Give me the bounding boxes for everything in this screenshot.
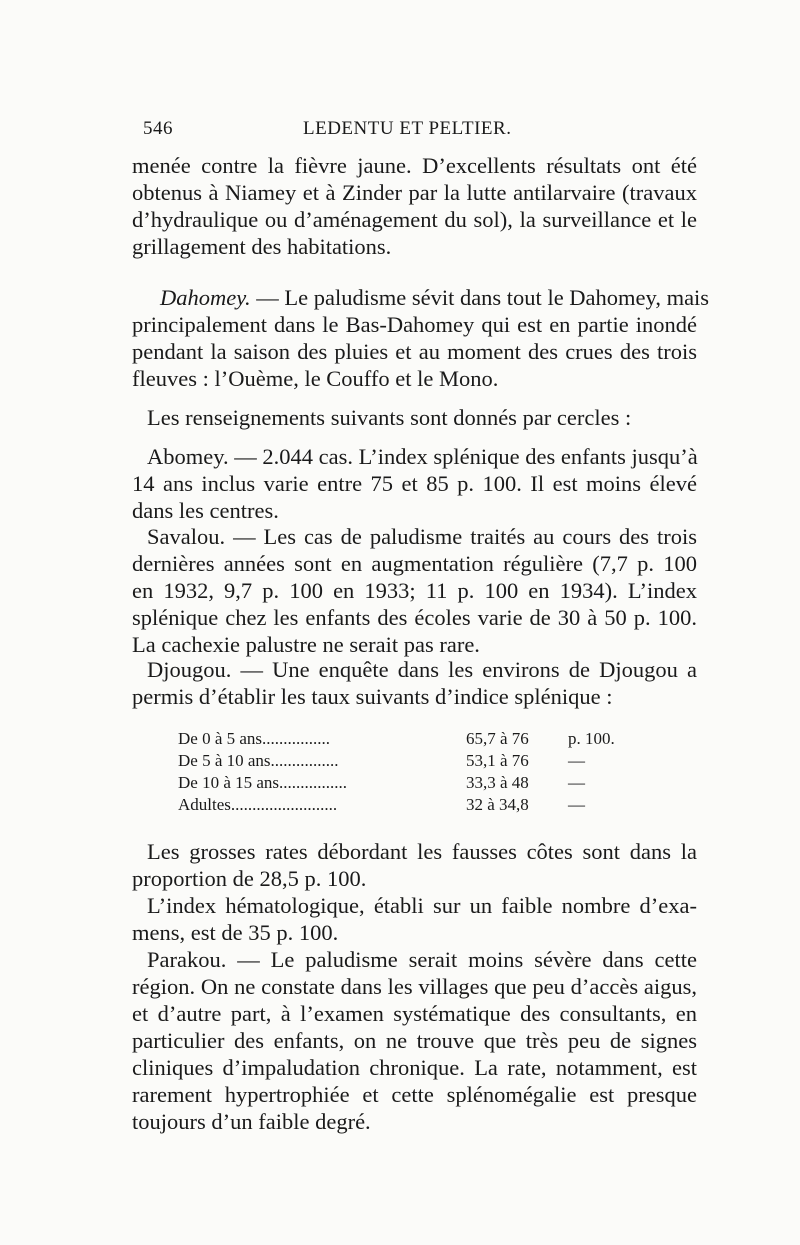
text-line: toujours d’un faible degré.: [132, 1109, 371, 1134]
rate-unit: —: [568, 751, 585, 770]
text-line: L’index hématologique, établi sur un faible nombre d’exa-: [147, 893, 697, 918]
paragraph-djougou: [132, 656, 697, 710]
text-line: dans les centres.: [132, 498, 279, 523]
table-row: [178, 794, 648, 816]
text-line: La cachexie palustre ne serait pas rare.: [132, 632, 480, 657]
running-title: LEDENTU ET PELTIER.: [303, 118, 512, 139]
paragraph-dahomey: [132, 284, 710, 392]
splenic-index-table: [178, 728, 648, 816]
text-line: grillagement des habitations.: [132, 234, 392, 259]
text-line: mens, est de 35 p. 100.: [132, 920, 339, 945]
text-line: Dahomey. — Le paludisme sévit dans tout le Dahomey, mais: [160, 285, 710, 310]
rate-value: 33,3 à 48: [466, 773, 529, 792]
rate-unit: —: [568, 795, 585, 814]
text-line: obtenus à Niamey et à Zinder par la lutte antilarvaire (travaux: [132, 180, 697, 205]
paragraph-intro-cercles: [132, 404, 697, 431]
text-line: Les renseignements suivants sont donnés par cercles :: [147, 405, 632, 430]
text-line: en 1932, 9,7 p. 100 en 1933; 11 p. 100 en 1934). L’index: [132, 578, 697, 603]
text-line: Parakou. — Le paludisme serait moins sévère dans cette: [147, 947, 697, 972]
rate-unit: p. 100.: [568, 729, 615, 748]
text-line: Abomey. — 2.044 cas. L’index splénique des enfants jusqu’à: [147, 444, 698, 469]
section-lead-dahomey: Dahomey.: [160, 285, 251, 310]
text-line: et d’autre part, à l’examen systématique des consultants, en: [132, 1001, 697, 1026]
age-label: Adultes.........................: [178, 795, 338, 814]
text-line: Savalou. — Les cas de paludisme traités au cours des trois: [147, 524, 697, 549]
paragraph-savalou: [132, 523, 697, 658]
text-line: pendant la saison des pluies et au moment des crues des trois: [132, 339, 697, 364]
rate-value: 32 à 34,8: [466, 795, 529, 814]
text-line: proportion de 28,5 p. 100.: [132, 866, 367, 891]
text-line: permis d’établir les taux suivants d’indice splénique :: [132, 684, 613, 709]
table-row: [178, 728, 648, 750]
text-line: particulier des enfants, on ne trouve que très peu de signes: [132, 1028, 697, 1053]
table-row: [178, 772, 648, 794]
paragraph-fievre-jaune: [132, 152, 697, 260]
paragraph-parakou: [132, 946, 697, 1135]
text-line: Djougou. — Une enquête dans les environs de Djougou a: [147, 657, 697, 682]
rate-value: 65,7 à 76: [466, 729, 529, 748]
age-label: De 0 à 5 ans................: [178, 729, 331, 748]
paragraph-index-hematologique: [132, 892, 697, 946]
text-line: 14 ans inclus varie entre 75 et 85 p. 100. Il est moins élevé: [132, 471, 697, 496]
running-header: [143, 118, 703, 146]
text-line: fleuves : l’Ouème, le Couffo et le Mono.: [132, 366, 499, 391]
text-line: splénique chez les enfants des écoles varie de 30 à 50 p. 100.: [132, 605, 697, 630]
age-label: De 10 à 15 ans................: [178, 773, 348, 792]
text-line: Les grosses rates débordant les fausses côtes sont dans la: [147, 839, 697, 864]
text-line: menée contre la fièvre jaune. D’excellents résultats ont été: [132, 153, 697, 178]
text-line: région. On ne constate dans les villages que peu d’accès aigus,: [132, 974, 697, 999]
rate-unit: —: [568, 773, 585, 792]
rate-value: 53,1 à 76: [466, 751, 529, 770]
text-line: dernières années sont en augmentation régulière (7,7 p. 100: [132, 551, 697, 576]
page-number: 546: [143, 118, 173, 139]
text-line: principalement dans le Bas-Dahomey qui est en partie inondé: [132, 312, 697, 337]
paragraph-abomey: [132, 443, 697, 524]
paragraph-grosses-rates: [132, 838, 697, 892]
text-line: cliniques d’impaludation chronique. La rate, notamment, est: [132, 1055, 697, 1080]
table-row: [178, 750, 648, 772]
text-line: d’hydraulique ou d’aménagement du sol), la surveillance et le: [132, 207, 697, 232]
text-line: rarement hypertrophiée et cette splénomégalie est presque: [132, 1082, 697, 1107]
age-label: De 5 à 10 ans................: [178, 751, 339, 770]
